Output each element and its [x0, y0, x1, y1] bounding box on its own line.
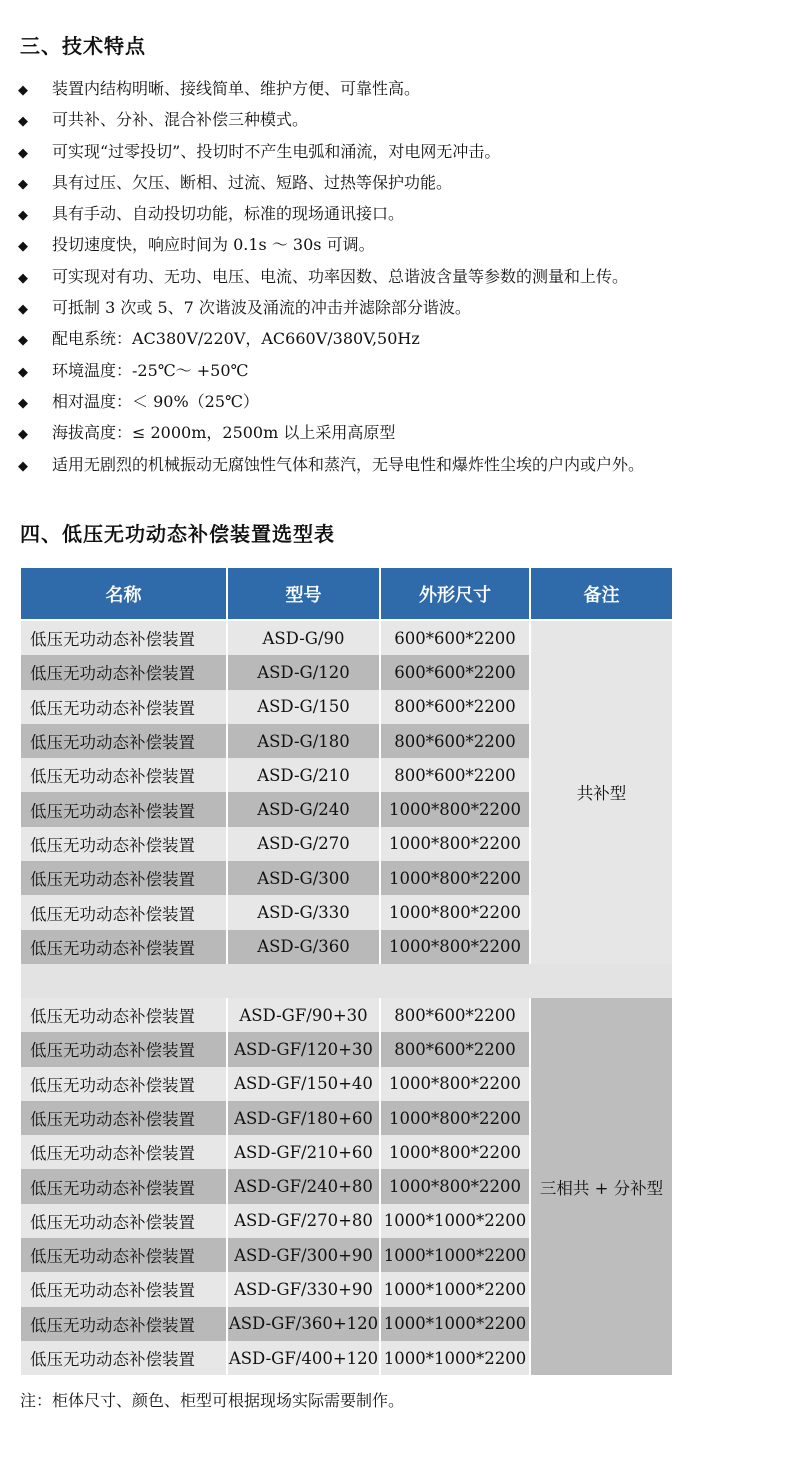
cell-model: ASD-G/150: [228, 690, 379, 724]
feature-text: 环境温度：-25℃～ +50℃: [52, 360, 249, 380]
feature-item: [18, 261, 644, 292]
cell-model: ASD-GF/90+30: [228, 998, 379, 1032]
feature-item: [18, 104, 644, 135]
diamond-bullet-icon: ◆: [18, 114, 28, 130]
table-header-row: [21, 568, 672, 621]
cell-name: 低压无功动态补偿装置: [21, 1272, 226, 1306]
cell-model: ASD-GF/270+80: [228, 1204, 379, 1238]
cell-model: ASD-G/360: [228, 930, 379, 964]
cell-model: ASD-GF/120+30: [228, 1032, 379, 1066]
cell-name: 低压无功动态补偿装置: [21, 1135, 226, 1169]
feature-text: 投切速度快，响应时间为 0.1s ～ 30s 可调。: [52, 235, 375, 255]
cell-model: ASD-G/180: [228, 724, 379, 758]
header-dimensions: 外形尺寸: [381, 568, 529, 621]
cell-name: 低压无功动态补偿装置: [21, 655, 226, 689]
cell-dimensions: 1000*1000*2200: [381, 1307, 529, 1341]
cell-model: ASD-GF/240+80: [228, 1169, 379, 1203]
feature-item: [18, 136, 644, 167]
header-name: 名称: [21, 568, 226, 621]
diamond-bullet-icon: ◆: [18, 458, 28, 474]
cell-name: 低压无功动态补偿装置: [21, 827, 226, 861]
cell-dimensions: 1000*800*2200: [381, 895, 529, 929]
cell-name: 低压无功动态补偿装置: [21, 621, 226, 655]
footnote: 注：柜体尺寸、颜色、柜型可根据现场实际需要制作。: [20, 1391, 405, 1410]
feature-item: [18, 386, 644, 417]
cell-model: ASD-GF/330+90: [228, 1272, 379, 1306]
diamond-bullet-icon: ◆: [18, 427, 28, 443]
diamond-bullet-icon: ◆: [18, 208, 28, 224]
section-4-title: 四、低压无功动态补偿装置选型表: [20, 522, 335, 546]
cell-name: 低压无功动态补偿装置: [21, 1101, 226, 1135]
cell-dimensions: 800*600*2200: [381, 724, 529, 758]
group-separator-row: [21, 964, 672, 998]
cell-model: ASD-G/120: [228, 655, 379, 689]
feature-text: 适用无剧烈的机械振动无腐蚀性气体和蒸汽，无导电性和爆炸性尘埃的户内或户外。: [52, 454, 645, 474]
cell-name: 低压无功动态补偿装置: [21, 758, 226, 792]
feature-item: [18, 355, 644, 386]
feature-item: [18, 167, 644, 198]
feature-item: [18, 198, 644, 229]
cell-name: 低压无功动态补偿装置: [21, 690, 226, 724]
cell-name: 低压无功动态补偿装置: [21, 1238, 226, 1272]
cell-model: ASD-GF/150+40: [228, 1067, 379, 1101]
cell-name: 低压无功动态补偿装置: [21, 895, 226, 929]
cell-model: ASD-G/240: [228, 792, 379, 826]
diamond-bullet-icon: ◆: [18, 145, 28, 161]
cell-model: ASD-G/270: [228, 827, 379, 861]
cell-dimensions: 600*600*2200: [381, 655, 529, 689]
cell-dimensions: 1000*800*2200: [381, 930, 529, 964]
cell-remark: 三相共 + 分补型: [531, 998, 672, 1375]
feature-item: [18, 73, 644, 104]
cell-name: 低压无功动态补偿装置: [21, 1169, 226, 1203]
feature-item: [18, 323, 644, 354]
cell-name: 低压无功动态补偿装置: [21, 1307, 226, 1341]
cell-dimensions: 1000*800*2200: [381, 1101, 529, 1135]
selection-table: [19, 568, 674, 1375]
cell-dimensions: 1000*800*2200: [381, 861, 529, 895]
cell-name: 低压无功动态补偿装置: [21, 1032, 226, 1066]
cell-name: 低压无功动态补偿装置: [21, 930, 226, 964]
feature-item: [18, 449, 644, 480]
cell-name: 低压无功动态补偿装置: [21, 998, 226, 1032]
feature-text: 可抵制 3 次或 5、7 次谐波及涌流的冲击并滤除部分谐波。: [52, 298, 471, 318]
cell-model: ASD-GF/360+120: [228, 1307, 379, 1341]
feature-text: 海拔高度：≤ 2000m，2500m 以上采用高原型: [52, 423, 396, 443]
cell-model: ASD-G/300: [228, 861, 379, 895]
cell-name: 低压无功动态补偿装置: [21, 792, 226, 826]
diamond-bullet-icon: ◆: [18, 364, 28, 380]
cell-model: ASD-G/210: [228, 758, 379, 792]
diamond-bullet-icon: ◆: [18, 333, 28, 349]
diamond-bullet-icon: ◆: [18, 270, 28, 286]
diamond-bullet-icon: ◆: [18, 239, 28, 255]
cell-name: 低压无功动态补偿装置: [21, 1341, 226, 1375]
cell-name: 低压无功动态补偿装置: [21, 1204, 226, 1238]
cell-dimensions: 800*600*2200: [381, 758, 529, 792]
table-row: [21, 621, 672, 655]
cell-dimensions: 800*600*2200: [381, 690, 529, 724]
feature-text: 可实现“过零投切”、投切时不产生电弧和涌流，对电网无冲击。: [52, 141, 501, 161]
cell-dimensions: 1000*800*2200: [381, 1067, 529, 1101]
feature-item: [18, 229, 644, 260]
section-3-title: 三、技术特点: [20, 34, 146, 58]
diamond-bullet-icon: ◆: [18, 83, 28, 98]
cell-dimensions: 1000*1000*2200: [381, 1204, 529, 1238]
feature-text: 配电系统：AC380V/220V，AC660V/380V,50Hz: [52, 329, 420, 349]
cell-dimensions: 600*600*2200: [381, 621, 529, 655]
cell-dimensions: 800*600*2200: [381, 1032, 529, 1066]
feature-item: [18, 292, 644, 323]
cell-dimensions: 1000*1000*2200: [381, 1272, 529, 1306]
header-remark: 备注: [531, 568, 672, 621]
feature-text: 具有过压、欠压、断相、过流、短路、过热等保护功能。: [52, 172, 453, 192]
table-row: [21, 998, 672, 1032]
cell-dimensions: 1000*800*2200: [381, 827, 529, 861]
cell-model: ASD-GF/210+60: [228, 1135, 379, 1169]
cell-name: 低压无功动态补偿装置: [21, 724, 226, 758]
cell-model: ASD-GF/300+90: [228, 1238, 379, 1272]
header-model: 型号: [228, 568, 379, 621]
cell-dimensions: 1000*800*2200: [381, 1169, 529, 1203]
feature-item: [18, 417, 644, 448]
cell-dimensions: 1000*1000*2200: [381, 1341, 529, 1375]
feature-text: 具有手动、自动投切功能，标准的现场通讯接口。: [52, 204, 405, 224]
feature-text: 可共补、分补、混合补偿三种模式。: [52, 110, 309, 130]
diamond-bullet-icon: ◆: [18, 395, 28, 411]
cell-model: ASD-G/90: [228, 621, 379, 655]
feature-text: 可实现对有功、无功、电压、电流、功率因数、总谐波含量等参数的测量和上传。: [52, 266, 629, 286]
cell-name: 低压无功动态补偿装置: [21, 861, 226, 895]
feature-text: 相对温度：＜ 90%（25℃）: [52, 391, 259, 411]
cell-dimensions: 1000*800*2200: [381, 792, 529, 826]
cell-dimensions: 1000*800*2200: [381, 1135, 529, 1169]
cell-dimensions: 1000*1000*2200: [381, 1238, 529, 1272]
cell-dimensions: 800*600*2200: [381, 998, 529, 1032]
cell-model: ASD-G/330: [228, 895, 379, 929]
cell-model: ASD-GF/400+120: [228, 1341, 379, 1375]
cell-remark: 共补型: [531, 621, 672, 964]
separator-cell: [21, 964, 672, 998]
cell-name: 低压无功动态补偿装置: [21, 1067, 226, 1101]
diamond-bullet-icon: ◆: [18, 302, 28, 318]
feature-list: [18, 73, 644, 480]
cell-model: ASD-GF/180+60: [228, 1101, 379, 1135]
diamond-bullet-icon: ◆: [18, 176, 28, 192]
feature-text: 装置内结构明晰、接线简单、维护方便、可靠性高。: [52, 79, 421, 98]
